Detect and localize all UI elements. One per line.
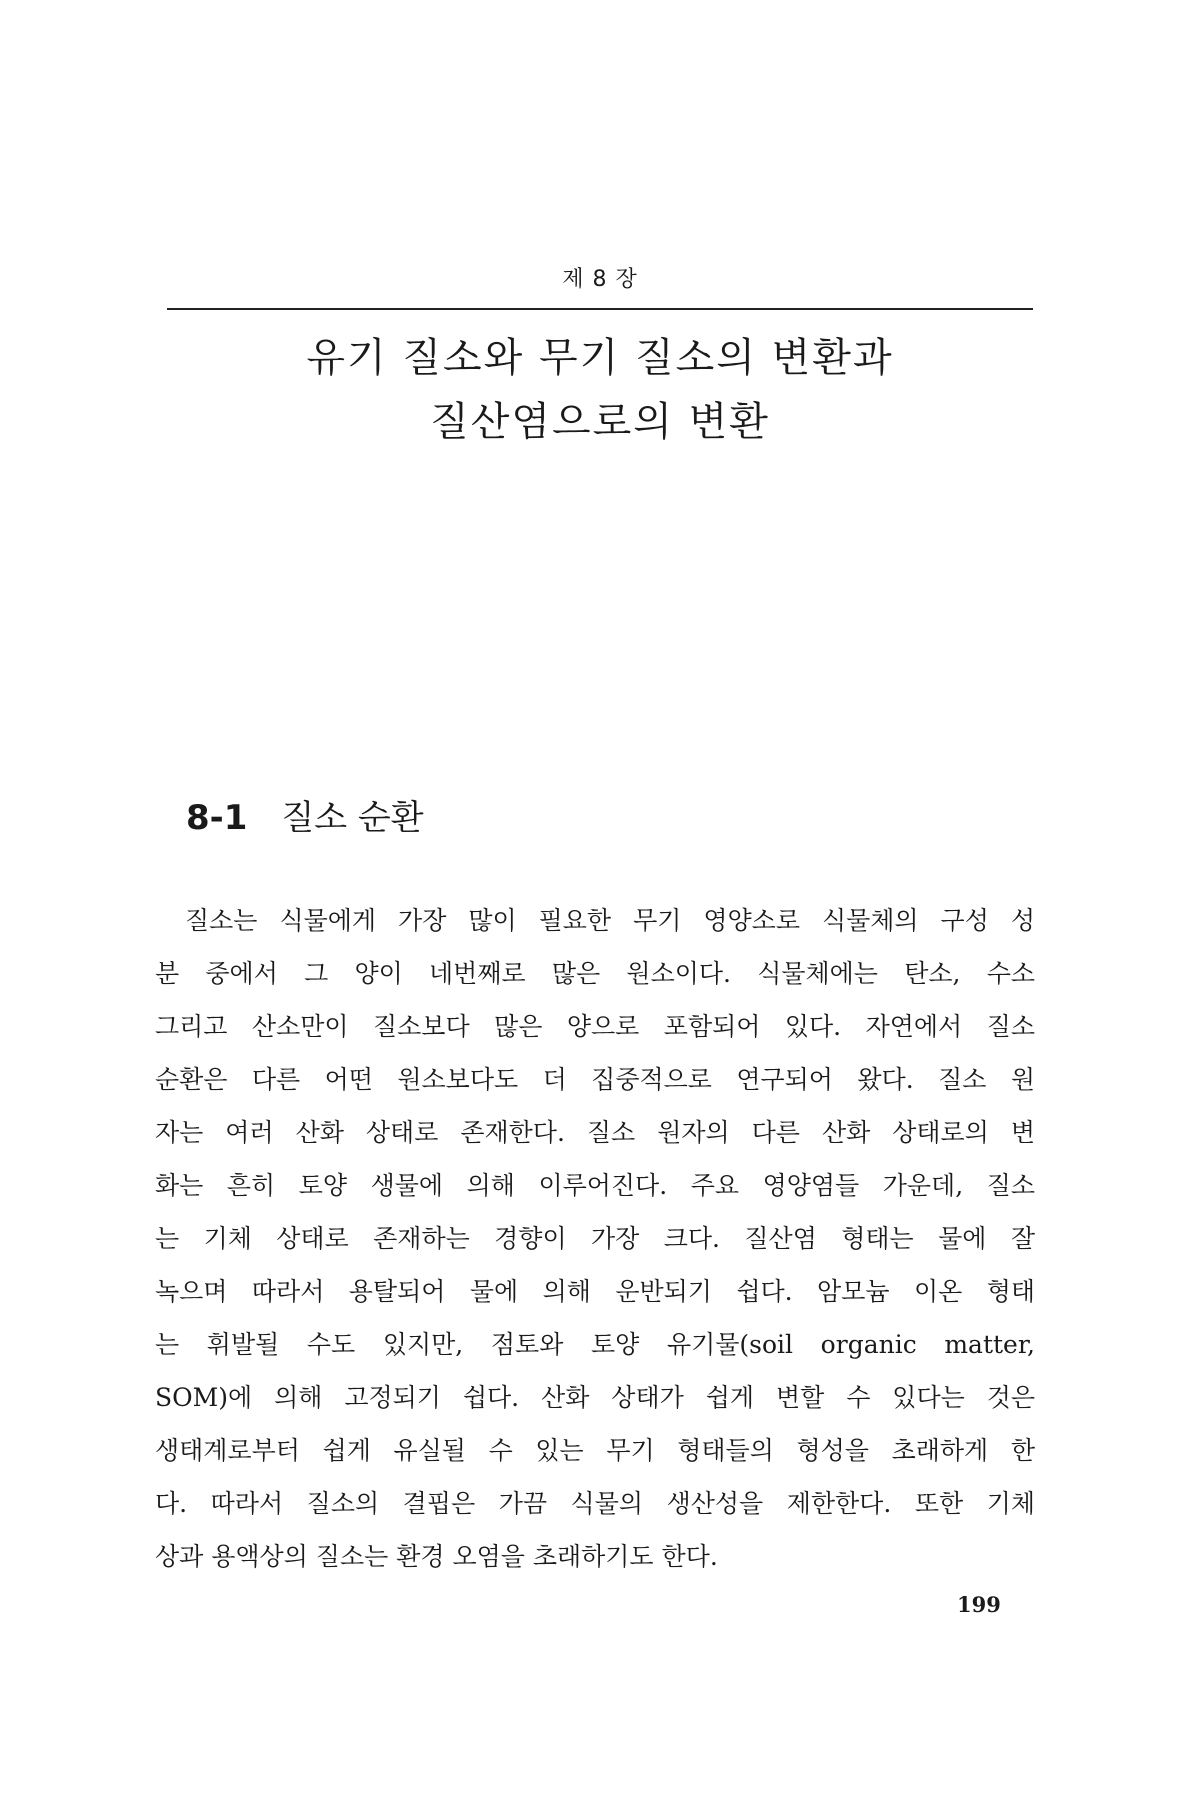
section-heading — [186, 790, 424, 839]
paragraph-line: 분 중에서 그 양이 네번째로 많은 원소이다. 식물체에는 탄소, 수소 — [155, 959, 1035, 988]
paragraph-line: 는 기체 상태로 존재하는 경향이 가장 크다. 질산염 형태는 물에 잘 — [155, 1224, 1035, 1253]
paragraph-line: 녹으며 따라서 용탈되어 물에 의해 운반되기 쉽다. 암모늄 이온 형태 — [155, 1277, 1035, 1306]
section-number: 8-1 — [186, 798, 248, 838]
paragraph-line: 순환은 다른 어떤 원소보다도 더 집중적으로 연구되어 왔다. 질소 원 — [155, 1065, 1035, 1094]
chapter-label: 제 8 장 — [562, 267, 638, 292]
paragraph-line: 화는 흔히 토양 생물에 의해 이루어진다. 주요 영양염들 가운데, 질소 — [155, 1171, 1035, 1200]
chapter-title-line-1: 유기 질소와 무기 질소의 변환과 — [306, 335, 894, 381]
page-number: 199 — [957, 1592, 1001, 1617]
paragraph-line: 생태계로부터 쉽게 유실될 수 있는 무기 형태들의 형성을 초래하게 한 — [155, 1436, 1035, 1465]
section-title: 질소 순환 — [281, 798, 424, 838]
paragraph-line: 상과 용액상의 질소는 환경 오염을 초래하기도 한다. — [155, 1542, 718, 1571]
chapter-divider — [167, 308, 1033, 310]
paragraph-line: SOM)에 의해 고정되기 쉽다. 산화 상태가 쉽게 변할 수 있다는 것은 — [155, 1383, 1035, 1412]
body-paragraph — [155, 894, 1035, 1583]
paragraph-line: 는 휘발될 수도 있지만, 점토와 토양 유기물(soil organic matter, — [155, 1330, 1035, 1359]
chapter-title-line-2: 질산염으로의 변환 — [430, 399, 770, 445]
paragraph-line: 질소는 식물에게 가장 많이 필요한 무기 영양소로 식물체의 구성 성 — [185, 906, 1035, 935]
chapter-title — [0, 326, 1200, 454]
paragraph-line: 다. 따라서 질소의 결핍은 가끔 식물의 생산성을 제한한다. 또한 기체 — [155, 1489, 1035, 1518]
paragraph-line: 그리고 산소만이 질소보다 많은 양으로 포함되어 있다. 자연에서 질소 — [155, 1012, 1035, 1041]
paragraph-line: 자는 여러 산화 상태로 존재한다. 질소 원자의 다른 산화 상태로의 변 — [155, 1118, 1035, 1147]
